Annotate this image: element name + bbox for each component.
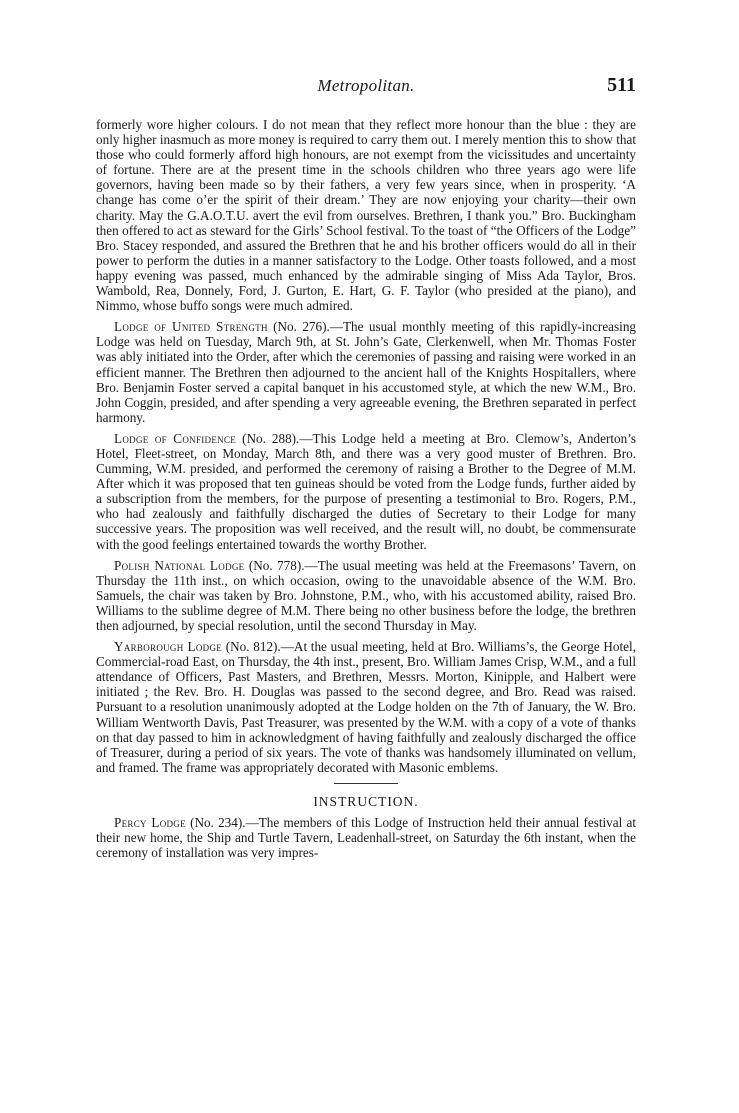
section-divider <box>334 783 398 784</box>
paragraph-percy <box>96 815 636 860</box>
paragraph-yarborough <box>96 639 636 775</box>
paragraph-continuation <box>96 117 636 313</box>
page-number: 511 <box>607 74 636 96</box>
lodge-name: Yarborough Lodge <box>114 639 223 655</box>
paragraph-united-strength <box>96 319 636 425</box>
lodge-name: Lodge of United Strength <box>114 319 268 335</box>
paragraph-polish-national <box>96 558 636 633</box>
lodge-name: Percy Lodge <box>114 815 186 831</box>
lodge-name: Polish National Lodge <box>114 557 245 573</box>
paragraph-text: formerly wore higher colours. I do not mean that they reflect more honour than the blue : they are only higher inasmuch as more money is required to carry them out. I merely mention this to show that those who could formerly afford high honours, are not exempt from the vicissitudes and uncertainty of fortune. There are at the present time in the schools children who three years ago were life governors, having been made so by their fathers, a very few years since, when in prosperity. ‘A change has come o’er the spirit of their dream.’ They are now enjoying your charity—their own charity. May the G.A.O.T.U. avert the evil from ourselves. Brethren, I thank you.” Bro. Buckingham then offered to act as steward for the Girls’ School festival. To the toast of “the Officers of the Lodge” Bro. Stacey responded, and assured the Brethren that he and his brother officers would do all in their power to perform the duties in a manner satisfactory to the Lodge. Other toasts followed, and a most happy evening was passed, much enhanced by the admirable singing of Miss Ada Taylor, Bros. Wambold, Rea, Donnely, Ford, J. Gurton, E. Hart, G. F. Taylor (who presided at the piano), and Nimmo, whose buffo songs were much admired. <box>96 117 636 314</box>
paragraph-text: (No. 276).—The usual monthly meeting of this rapidly-increasing Lodge was held on Tuesday, March 9th, at St. John’s Gate, Clerkenwell, when Mr. Thomas Foster was ably initiated into the Order, after which the ceremonies of passing and raising were worked in an efficient manner. The Brethren then adjourned to the ancient hall of the Knights Hospitallers, where Bro. Benjamin Foster served a capital banquet in his accustomed style, at which the new W.M., Bro. John Coggin, presided, and after spending a very agreeable evening, the Brethren separated in perfect harmony. <box>96 319 637 425</box>
page-header <box>96 76 636 106</box>
article-body <box>96 117 636 866</box>
section-heading: INSTRUCTION. <box>313 793 419 809</box>
paragraph-text: (No. 288).—This Lodge held a meeting at Bro. Clemow’s, Anderton’s Hotel, Fleet-street, on Monday, March 8th, and there was a very good muster of Brethren. Bro. Cumming, W.M. presided, and performed the ceremony of raising a Brother to the Degree of M.M. After which it was proposed that ten guineas should be voted from the Lodge funds, further aided by a subscription from the members, for the purpose of presenting a testimonial to Bro. Rogers, P.M., who had zealously and faithfully discharged the duties of Secretary to their Lodge for many successive years. The proposition was well received, and the result will, no doubt, be commensurate with the good feelings entertained towards the worthy Brother. <box>96 430 636 552</box>
paragraph-text: (No. 778).—The usual meeting was held at the Freemasons’ Tavern, on Thursday the 11th inst., on which occasion, owing to the unavoidable absence of the W.M. Bro. Samuels, the chair was taken by Bro. Johnstone, P.M., who, with his accustomed ability, raised Bro. Williams to the sublime degree of M.M. There being no other business before the lodge, the brethren then adjourned, by special resolution, until the second Thursday in May. <box>96 557 637 633</box>
paragraph-text: (No. 812).—At the usual meeting, held at Bro. Williams’s, the George Hotel, Commercial-road East, on Thursday, the 4th inst., present, Bro. William James Crisp, W.M., and a full attendance of Officers, Past Masters, and Brethren, Messrs. Morton, Kinipple, and Halbert were initiated ; the Rev. Bro. H. Douglas was passed to the second degree, and Bro. Read was raised. Pursuant to a resolution unanimously adopted at the Lodge holden on the 7th of January, the W. Bro. William Wentworth Davis, Past Treasurer, was presented by the W.M. with a copy of a vote of thanks on that day passed to him in acknowledgment of having faithfully and zealously discharged the office of Treasurer, during a period of six years. The vote of thanks was handsomely illuminated on vellum, and framed. The frame was appropriately decorated with Masonic emblems. <box>96 639 636 775</box>
paragraph-text: (No. 234).—The members of this Lodge of Instruction held their annual festival at their new home, the Ship and Turtle Tavern, Leadenhall-street, on Saturday the 6th instant, when the ceremony of installation was very impres- <box>96 815 636 861</box>
lodge-name: Lodge of Confidence <box>114 430 237 446</box>
paragraph-confidence <box>96 431 636 552</box>
running-title: Metropolitan. <box>317 76 415 95</box>
